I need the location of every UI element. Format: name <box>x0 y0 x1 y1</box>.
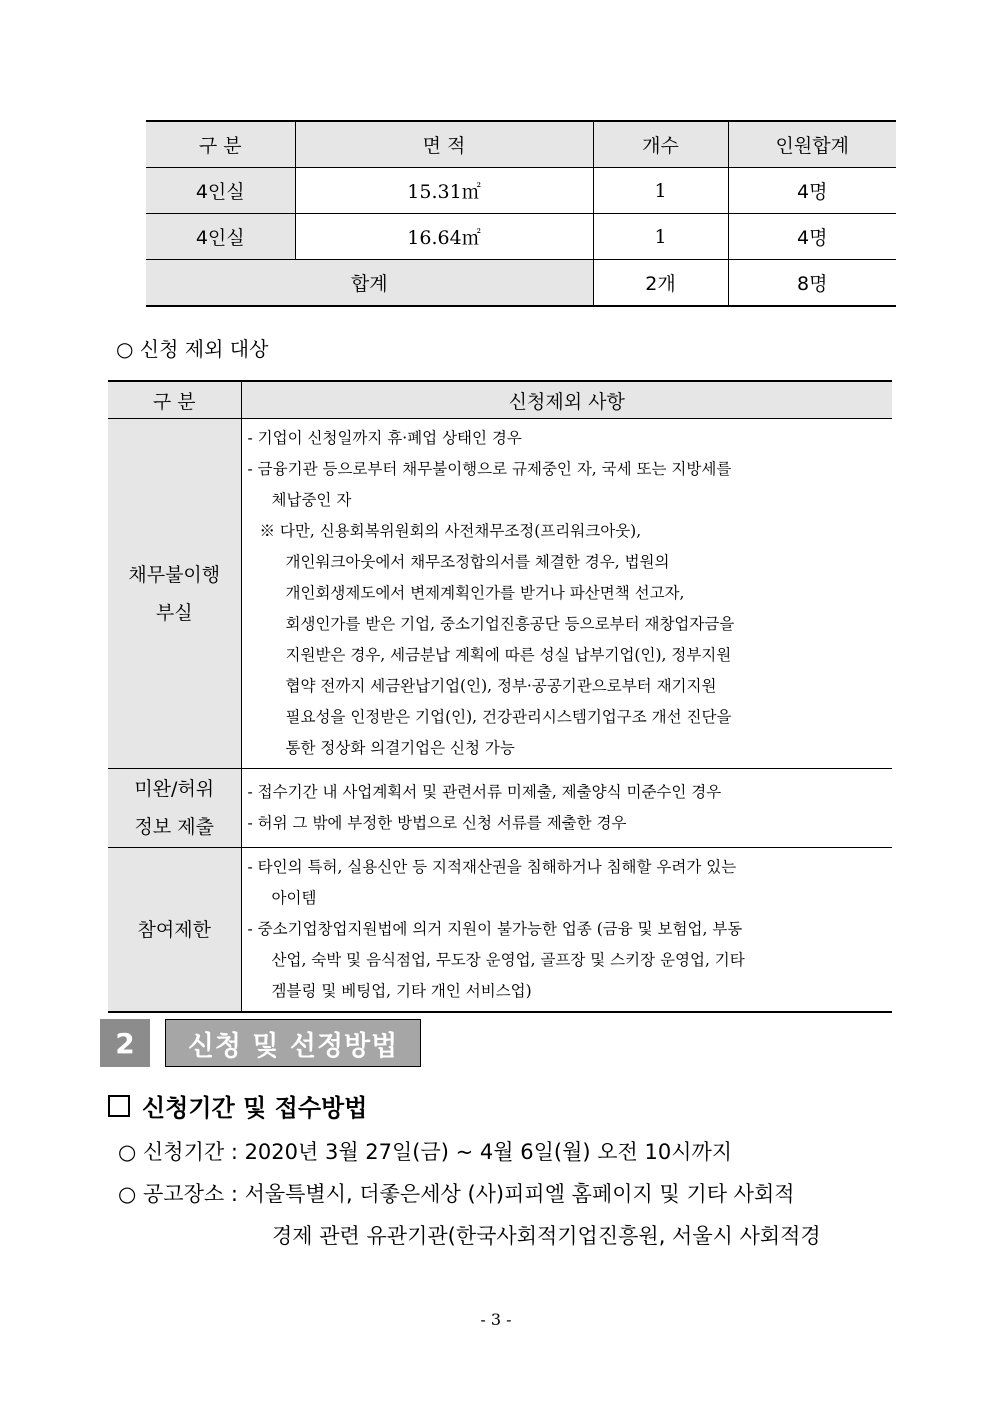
exclusion-heading: ○ 신청 제외 대상 <box>116 337 269 361</box>
room-table-header <box>146 121 896 168</box>
category-line: 미완/허위 <box>134 778 215 800</box>
details-cell <box>241 419 892 769</box>
detail-line: 지원받은 경우, 세금분납 계획에 따른 성실 납부기업(인), 정부지원 <box>285 646 732 664</box>
exclusion-table <box>108 380 892 1013</box>
header-category: 구 분 <box>108 381 241 419</box>
place-line-2: 경제 관련 유관기관(한국사회적기업진흥원, 서울시 사회적경 <box>272 1224 821 1248</box>
detail-line: - 타인의 특허, 실용신안 등 지적재산권을 침해하거나 침해할 우려가 있는 <box>247 858 737 876</box>
table-row <box>146 214 896 260</box>
section-title: 신청 및 선정방법 <box>165 1019 421 1067</box>
exclusion-table-header <box>108 381 892 419</box>
room-count: 1 <box>593 214 728 260</box>
header-count: 개수 <box>593 121 728 168</box>
detail-line: 겜블링 및 베팅업, 기타 개인 서비스업) <box>271 982 532 1000</box>
category-line: 정보 제출 <box>134 816 214 838</box>
details-cell <box>241 848 892 1013</box>
category-line: 부실 <box>155 601 193 624</box>
detail-line: 협약 전까지 세금완납기업(인), 정부·공공기관으로부터 재기지원 <box>285 677 717 695</box>
place-line-1: ○ 공고장소 : 서울특별시, 더좋은세상 (사)피피엘 홈페이지 및 기타 사회적 <box>118 1182 795 1206</box>
room-people: 4명 <box>728 168 896 214</box>
subsection-heading <box>108 1088 367 1123</box>
category-cell <box>108 769 241 848</box>
section-number: 2 <box>100 1019 150 1067</box>
period-line: ○ 신청기간 : 2020년 3월 27일(금) ~ 4월 6일(월) 오전 10시까지 <box>118 1140 733 1164</box>
table-total-row <box>146 260 896 307</box>
detail-line: 회생인가를 받은 기업, 중소기업진흥공단 등으로부터 재창업자금을 <box>285 615 735 633</box>
category-line: 참여제한 <box>137 918 211 941</box>
table-row <box>108 769 892 848</box>
room-type: 4인실 <box>146 214 295 260</box>
detail-line: 개인워크아웃에서 채무조정합의서를 체결한 경우, 법원의 <box>285 553 670 571</box>
header-people: 인원합계 <box>728 121 896 168</box>
category-cell <box>108 848 241 1013</box>
detail-line: - 기업이 신청일까지 휴·폐업 상태인 경우 <box>247 429 522 447</box>
detail-line: 통한 정상화 의결기업은 신청 가능 <box>285 739 515 757</box>
header-category: 구 분 <box>146 121 295 168</box>
detail-line: 아이템 <box>271 889 317 907</box>
detail-line: - 중소기업창업지원법에 의거 지원이 불가능한 업종 (금융 및 보험업, 부동 <box>247 920 743 938</box>
detail-line: - 허위 그 밖에 부정한 방법으로 신청 서류를 제출한 경우 <box>247 814 627 832</box>
detail-line: ※ 다만, 신용회복위원회의 사전채무조정(프리워크아웃), <box>259 522 642 540</box>
subsection-title: 신청기간 및 접수방법 <box>142 1094 368 1122</box>
page-number: - 3 - <box>480 1310 512 1329</box>
category-cell <box>108 419 241 769</box>
total-label: 합계 <box>146 260 593 307</box>
detail-line: 체납중인 자 <box>271 491 352 509</box>
room-count: 1 <box>593 168 728 214</box>
room-type: 4인실 <box>146 168 295 214</box>
room-table <box>146 120 896 307</box>
room-area: 15.31㎡ <box>295 168 593 214</box>
total-count: 2개 <box>593 260 728 307</box>
header-area: 면 적 <box>295 121 593 168</box>
table-row <box>108 848 892 1013</box>
table-row <box>108 419 892 769</box>
detail-line: 개인회생제도에서 변제계획인가를 받거나 파산면책 선고자, <box>285 584 685 602</box>
table-row <box>146 168 896 214</box>
details-cell <box>241 769 892 848</box>
total-people: 8명 <box>728 260 896 307</box>
detail-line: - 금융기관 등으로부터 채무불이행으로 규제중인 자, 국세 또는 지방세를 <box>247 460 732 478</box>
room-people: 4명 <box>728 214 896 260</box>
header-details: 신청제외 사항 <box>241 381 892 419</box>
room-area: 16.64㎡ <box>295 214 593 260</box>
detail-line: - 접수기간 내 사업계획서 및 관련서류 미제출, 제출양식 미준수인 경우 <box>247 783 722 801</box>
detail-line: 산업, 숙박 및 음식점업, 무도장 운영업, 골프장 및 스키장 운영업, 기타 <box>271 951 745 969</box>
square-box-icon <box>108 1095 130 1117</box>
category-line: 채무불이행 <box>128 563 221 586</box>
detail-line: 필요성을 인정받은 기업(인), 건강관리시스템기업구조 개선 진단을 <box>285 708 732 726</box>
